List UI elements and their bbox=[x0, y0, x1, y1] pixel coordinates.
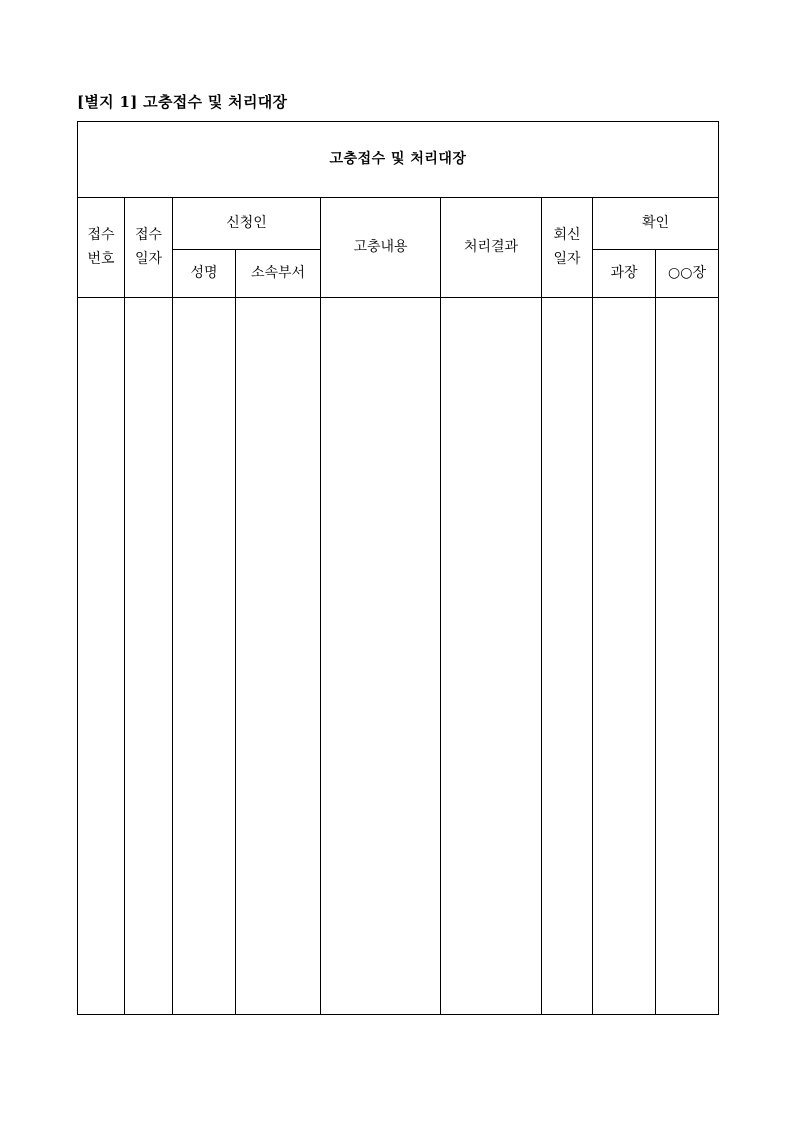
cell-receipt-number bbox=[78, 298, 125, 1015]
cell-applicant-name bbox=[173, 298, 236, 1015]
table-title: 고충접수 및 처리대장 bbox=[78, 122, 719, 198]
cell-director bbox=[656, 298, 719, 1015]
cell-grievance-content bbox=[321, 298, 441, 1015]
header-applicant-department: 소속부서 bbox=[236, 250, 321, 298]
header-section-chief: 과장 bbox=[593, 250, 656, 298]
cell-reply-date bbox=[542, 298, 593, 1015]
header-director: ○○장 bbox=[656, 250, 719, 298]
header-reply-date: 회신 일자 bbox=[542, 198, 593, 298]
header-applicant: 신청인 bbox=[173, 198, 321, 250]
cell-processing-result bbox=[441, 298, 542, 1015]
header-receipt-number: 접수 번호 bbox=[78, 198, 125, 298]
header-processing-result: 처리결과 bbox=[441, 198, 542, 298]
cell-receipt-date bbox=[125, 298, 173, 1015]
header-receipt-date: 접수 일자 bbox=[125, 198, 173, 298]
header-applicant-name: 성명 bbox=[173, 250, 236, 298]
grievance-ledger-table bbox=[77, 121, 719, 1015]
cell-applicant-department bbox=[236, 298, 321, 1015]
form-caption: [별지 1] 고충접수 및 처리대장 bbox=[77, 93, 288, 111]
header-confirmation: 확인 bbox=[593, 198, 719, 250]
cell-section-chief bbox=[593, 298, 656, 1015]
header-grievance-content: 고충내용 bbox=[321, 198, 441, 298]
